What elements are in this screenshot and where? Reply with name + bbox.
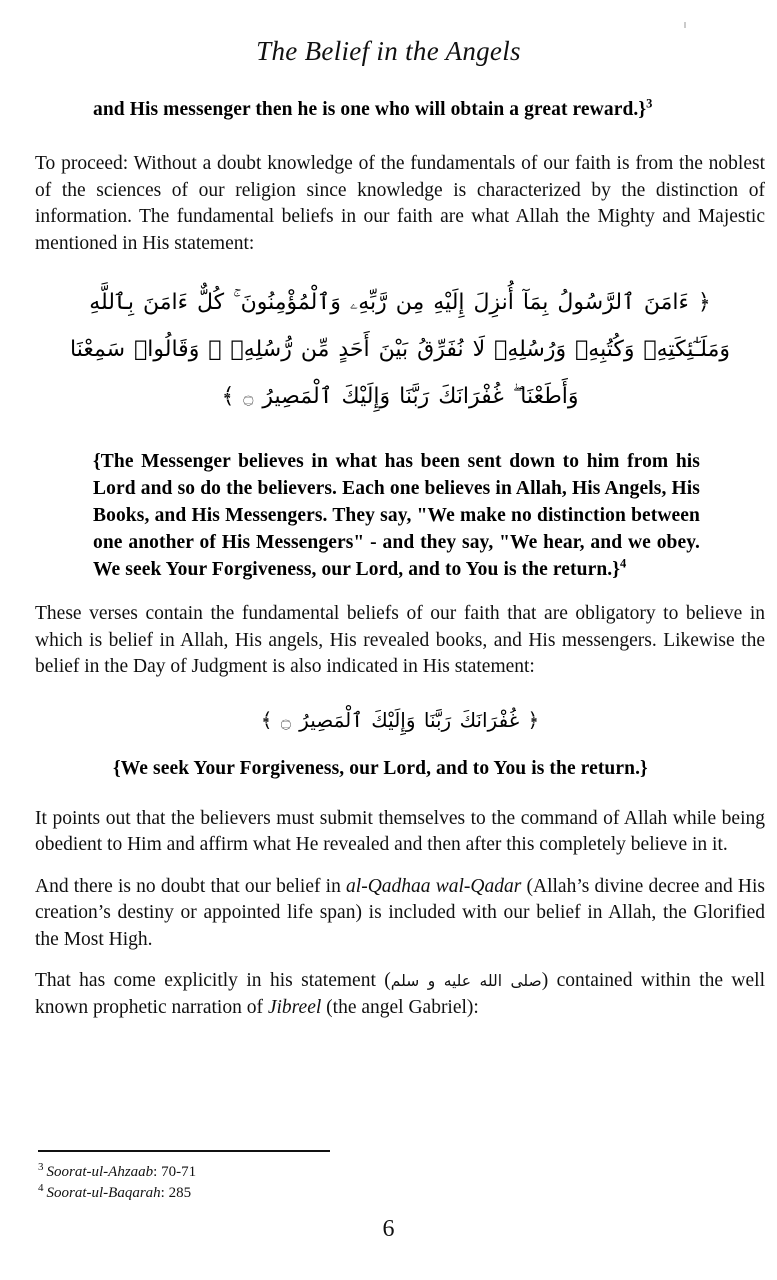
scan-artifact (684, 22, 686, 28)
arabic-salutation-sallallahu-alayhi-wa-sallam: صلى الله عليه و سلم (390, 972, 542, 990)
footnote-reference: : 285 (160, 1185, 192, 1201)
footnote-reference: : 70-71 (153, 1164, 197, 1180)
footnote-source: Soorat-ul-Baqarah (46, 1185, 161, 1201)
paragraph-jibreel-narration (35, 968, 765, 1021)
arabic-closing-bracket: ﴾ (221, 384, 235, 409)
paragraph-al-qadhaa-part-2: (Allah’s divine decree and His creation’s destiny or appointed life span) is included with our belief in Allah, the Glorified the Most High. (35, 875, 765, 950)
ayah-marker-icon-2: ۝ (280, 711, 291, 732)
ayah-marker-icon: ۝ (243, 388, 254, 408)
footnote-separator-rule (38, 1150, 330, 1152)
quote-translation-excerpt: {We seek Your Forgiveness, our Lord, and to You is the return.} (113, 757, 648, 779)
term-al-qadhaa-wal-qadar: al-Qadhaa wal-Qadar (346, 875, 522, 897)
paragraph-these-verses: These verses contain the fundamental beliefs of our faith that are obligatory to believe in which is belief in Allah, His angels, His revealed books, and His messengers. Likewise the belief in the Day of Judgment is also indicated in His statement: (35, 603, 765, 677)
paragraph-al-qadhaa (35, 874, 765, 954)
footnote-item (38, 1162, 738, 1183)
running-header-title: The Belief in the Angels (256, 36, 521, 66)
paragraph-it-points-out: It points out that the believers must submit themselves to the command of Allah while being obedient to Him and affirm what He revealed and then after this completely believe in it. (35, 807, 765, 855)
footnote-ref-3[interactable]: 3 (646, 96, 653, 111)
arabic-line-3: وَأَطَعْنَا ۖ غُفْرَانَكَ رَبَّنَا وَإِلَيْكَ ٱلْمَصِيرُ (262, 384, 579, 409)
footnote-marker: 4 (38, 1182, 44, 1194)
quote-continuation (35, 96, 765, 123)
arabic-excerpt-closing-bracket: ﴾ (260, 707, 273, 732)
quote-translation-baqarah-285 (35, 448, 765, 583)
footnote-source: Soorat-ul-Ahzaab (46, 1164, 154, 1180)
page-number: 6 (382, 1216, 395, 1242)
quote-translation-text: {The Messenger believes in what has been sent down to him from his Lord and so do the believers. Each one believes in Allah, His Angels, His Books, and His Messengers. They say, "We make no distinction between one another of His Messengers" - and they say, "We hear, and we obey. We seek Your Forgiveness, our Lord, and to You is the return.} (93, 451, 700, 580)
paragraph-to-proceed: To proceed: Without a doubt knowledge of the fundamentals of our faith is from the noblest of the sciences of our religion since knowledge is characterized by the distinction of information. The fundamental beliefs in our faith are what Allah the Mighty and Majestic mentioned in His statement: (35, 153, 765, 254)
paragraph-jibreel-part-3: (the angel Gabriel): (321, 996, 479, 1018)
paragraph-jibreel-part-2: ) contained within the well known prophetic narration of (35, 970, 765, 1018)
paragraph-al-qadhaa-part-1: And there is no doubt that our belief in (35, 875, 347, 897)
footnote-marker: 3 (38, 1161, 44, 1173)
footnote-area (38, 1150, 738, 1204)
footnote-ref-4[interactable]: 4 (620, 556, 627, 571)
term-jibreel: Jibreel (267, 996, 322, 1018)
quran-verse-baqarah-285 (35, 279, 765, 422)
arabic-line-3-wrap (47, 373, 753, 422)
quote-continuation-text: and His messenger then he is one who will obtain a great reward.} (93, 99, 647, 120)
paragraph-jibreel-part-1: That has come explicitly in his statement ( (35, 970, 391, 991)
arabic-line-1: ﴿ ءَامَنَ ٱلرَّسُولُ بِمَآ أُنزِلَ إِلَيْهِ مِن رَّبِّهِۦ وَٱلْمُؤْمِنُونَ ۚ كُلٌّ ءَامَنَ بِٱللَّهِ (89, 290, 711, 315)
page-content (35, 96, 765, 1021)
quran-verse-excerpt (35, 701, 765, 741)
arabic-excerpt-text: ﴿ غُفْرَانَكَ رَبَّنَا وَإِلَيْكَ ٱلْمَصِيرُ (299, 707, 540, 732)
arabic-line-2: وَمَلَـٰٓئِكَتِهِۦ وَكُتُبِهِۦ وَرُسُلِهِۦ لَا نُفَرِّقُ بَيْنَ أَحَدٍ مِّن رُّسُلِهِۦ ۚ وَقَالُوا۟ سَمِعْنَا (70, 337, 730, 362)
footnote-item (38, 1183, 738, 1204)
